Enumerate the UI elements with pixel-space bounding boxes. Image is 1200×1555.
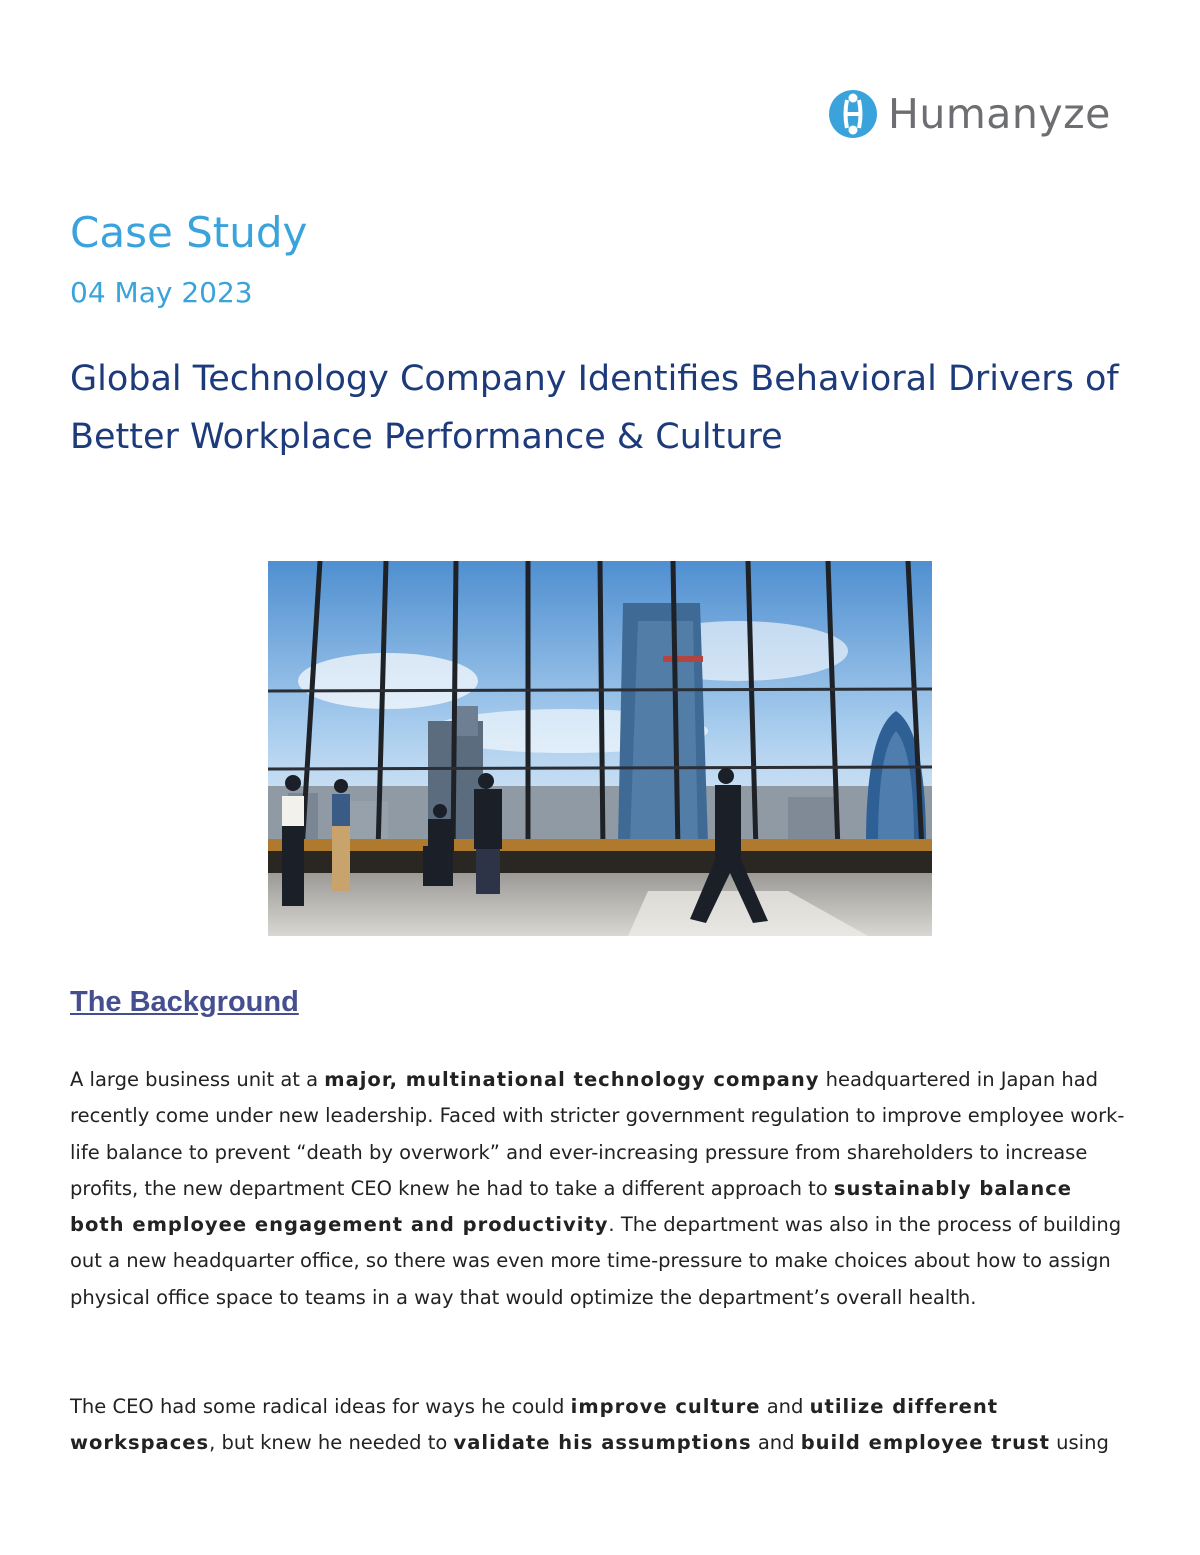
p1-text-1: headquartered in Japan had recently come under new leadership. Faced with stricter government regulation to improve employee work-life balance to prevent “death by overwork” and ever-increasing pressure from shareholders to increase profits, the new department CEO knew he had to take a different approach to xyxy=(70,1068,1125,1200)
p2-bold-2: validate his assumptions xyxy=(453,1431,752,1455)
document-title: Global Technology Company Identifies Behavioral Drivers of Better Workplace Performance & Culture xyxy=(70,359,1119,457)
p2-text-2: , but knew he needed to xyxy=(209,1431,454,1455)
header-logo xyxy=(828,88,1111,140)
p1-bold-1: sustainably balance both employee engagement and productivity xyxy=(70,1176,1072,1237)
p1-bold-0: major, multinational technology company xyxy=(324,1068,820,1091)
background-paragraph-1 xyxy=(70,1062,1132,1316)
document-date: 04 May 2023 xyxy=(70,276,253,309)
office-window-skyline-photo xyxy=(268,561,932,936)
p2-text-3: and xyxy=(751,1431,801,1455)
p2-bold-1: utilize different workspaces xyxy=(70,1395,999,1455)
p2-bold-0: improve culture xyxy=(570,1395,761,1418)
section-heading-background: The Background xyxy=(70,986,299,1018)
p2-text-0: The CEO had some radical ideas for ways he could xyxy=(70,1395,571,1418)
document-type-label: Case Study xyxy=(70,208,308,257)
p1-text-2: . The department was also in the process of building out a new headquarter office, so there was even more time-pressure to make choices about how to assign physical office space to teams in a way that would optimize the department’s overall health. xyxy=(70,1213,1122,1309)
background-paragraph-2 xyxy=(70,1389,1132,1462)
logo-wordmark: Humanyze xyxy=(888,89,1111,138)
p1-text-0: A large business unit at a xyxy=(70,1068,325,1091)
p2-text-1: and xyxy=(760,1395,810,1418)
p2-text-4: using xyxy=(1049,1431,1109,1455)
humanyze-logo-icon xyxy=(828,88,878,140)
p2-bold-3: build employee trust xyxy=(800,1431,1050,1455)
